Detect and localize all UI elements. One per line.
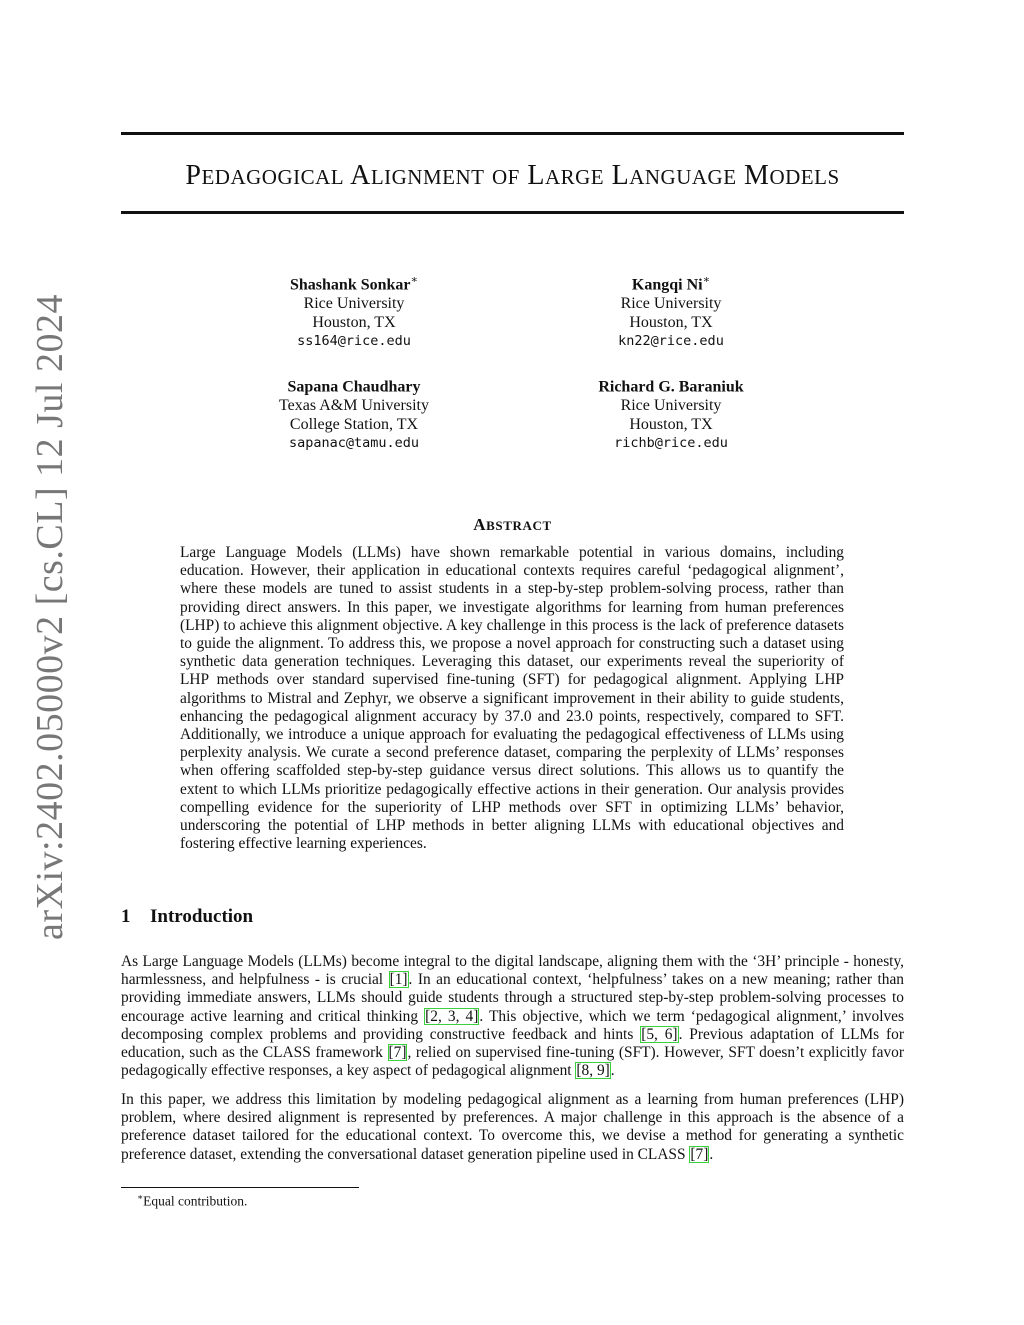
title-word xyxy=(492,160,520,191)
abstract-text: Large Language Models (LLMs) have shown remarkable potential in various domains, including education. However, their application in educational contexts requires careful ‘pedagogical alignment’, where these models are tuned to assist students in a step-by-step problem-solving process, rather than providing direct answers. In this paper, we investigate algorithms for learning from human preferences (LHP) to achieve this alignment objective. A key challenge in this process is the lack of preference datasets to guide the alignment. To address this, we propose a novel approach for constructing such a dataset using synthetic data generation techniques. Leveraging this dataset, our experiments reveal the superiority of LHP methods over standard supervised fine-tuning (SFT) for pedagogical alignment. Applying LHP algorithms to Mistral and Zephyr, we observe a significant improvement in their ability to guide students, enhancing the pedagogical alignment accuracy by 37.0 and 23.0 points, respectively, compared to SFT. Additionally, we introduce a unique approach for evaluating the pedagogical effectiveness of LLMs using perplexity analysis. We curate a second preference dataset, comparing the perplexity of LLMs’ responses when offering scaffolded step-by-step guidance versus direct solutions. This allows us to quantify the extent to which LLMs prioritize pedagogically effective actions in their generation. Our analysis provides compelling evidence for the superiority of LHP methods over SFT in optimizing LLMs’ behavior, underscoring the potential of LHP methods in better aligning LLMs with educational objectives and fostering effective learning experiences. xyxy=(180,544,844,853)
title-word-initial: L xyxy=(611,160,630,191)
intro-paragraph: In this paper, we address this limitation by modeling pedagogical alignment as a learning from human preferences (LHP) problem, where desired alignment is represented by preferences. A major challenge in this approach is the absence of a preference dataset tailored for the educational context. To overcome this, we devise a method for generating a synthetic preference dataset, extending the conversational dataset generation pipeline used in CLASS [7]. xyxy=(121,1091,904,1163)
author-name: Kangqi Ni∗ xyxy=(631,274,711,294)
author-name: Richard G. Baraniuk xyxy=(598,378,744,396)
title-word-initial: M xyxy=(744,160,770,191)
author-affiliation: Rice University xyxy=(620,294,722,312)
citation-link[interactable]: [1] xyxy=(389,971,408,989)
footnote-rule xyxy=(121,1187,359,1188)
author-name: Sapana Chaudhary xyxy=(287,378,421,396)
citation-link[interactable]: [7] xyxy=(388,1044,407,1062)
citation-link[interactable]: [2, 3, 4] xyxy=(425,1007,479,1025)
author-affiliation: Rice University xyxy=(303,294,405,312)
paper-title xyxy=(121,160,904,192)
author-block xyxy=(541,271,801,351)
author-email[interactable]: ss164@rice.edu xyxy=(297,333,411,350)
author-affiliation: Rice University xyxy=(620,396,722,414)
arxiv-identifier-stamp[interactable]: arXiv:2402.05000v2 [cs.CL] 12 Jul 2024 xyxy=(29,294,71,940)
title-word xyxy=(612,160,737,191)
title-word-rest: EDAGOGICAL xyxy=(201,165,345,189)
author-email[interactable]: richb@rice.edu xyxy=(614,435,728,452)
citation-link[interactable]: [5, 6] xyxy=(641,1025,678,1043)
author-email[interactable]: sapanac@tamu.edu xyxy=(288,435,420,452)
section-number: 1 xyxy=(121,906,131,927)
title-word xyxy=(185,160,344,191)
title-word xyxy=(350,160,484,191)
title-word xyxy=(527,160,604,191)
title-word-initial: P xyxy=(185,160,202,191)
author-location: Houston, TX xyxy=(629,313,713,331)
citation-link[interactable]: [8, 9] xyxy=(576,1062,610,1080)
author-email[interactable]: kn22@rice.edu xyxy=(618,333,724,350)
author-name: Shashank Sonkar∗ xyxy=(290,274,418,294)
title-word-rest: ODELS xyxy=(769,165,840,189)
author-block xyxy=(224,271,484,351)
section-title: Introduction xyxy=(150,906,254,927)
title-word xyxy=(744,160,840,191)
author-location: Houston, TX xyxy=(312,313,396,331)
title-word-initial: L xyxy=(527,160,545,191)
title-word-rest: ANGUAGE xyxy=(629,165,737,189)
title-word-rest: ARGE xyxy=(544,165,605,189)
title-word-rest: OF xyxy=(491,165,520,189)
author-location: Houston, TX xyxy=(629,415,713,433)
section-heading xyxy=(121,906,253,928)
author-block xyxy=(541,373,801,453)
author-block xyxy=(224,373,484,453)
title-word-initial: A xyxy=(350,160,371,191)
abstract-heading: ABSTRACT xyxy=(473,515,552,534)
author-affiliation: Texas A&M University xyxy=(279,396,429,414)
title-rule-bottom xyxy=(121,211,904,214)
title-word-rest: LIGNMENT xyxy=(370,165,485,189)
footnote: ∗Equal contribution. xyxy=(137,1192,248,1209)
citation-link[interactable]: [7] xyxy=(690,1145,709,1163)
title-rule-top xyxy=(121,132,904,135)
intro-paragraph: As Large Language Models (LLMs) become integral to the digital landscape, aligning them with the ‘3H’ principle - honesty, harmlessness, and helpfulness - is crucial [1]. In an educational context, ‘helpfulness’ takes on a new meaning; rather than providing immediate answers, LLMs should guide students through a structured step-by-step problem-solving processes to encourage active learning and critical thinking [2, 3, 4]. This objective, which we term ‘pedagogical alignment,’ involves decomposing complex problems and providing constructive feedback and hints [5, 6]. Previous adaptation of LLMs for education, such as the CLASS framework [7], relied on supervised fine-tuning (SFT). However, SFT doesn’t explicitly favor pedagogically effective responses, a key aspect of pedagogical alignment [8, 9]. xyxy=(121,953,905,1080)
author-location: College Station, TX xyxy=(289,415,419,433)
